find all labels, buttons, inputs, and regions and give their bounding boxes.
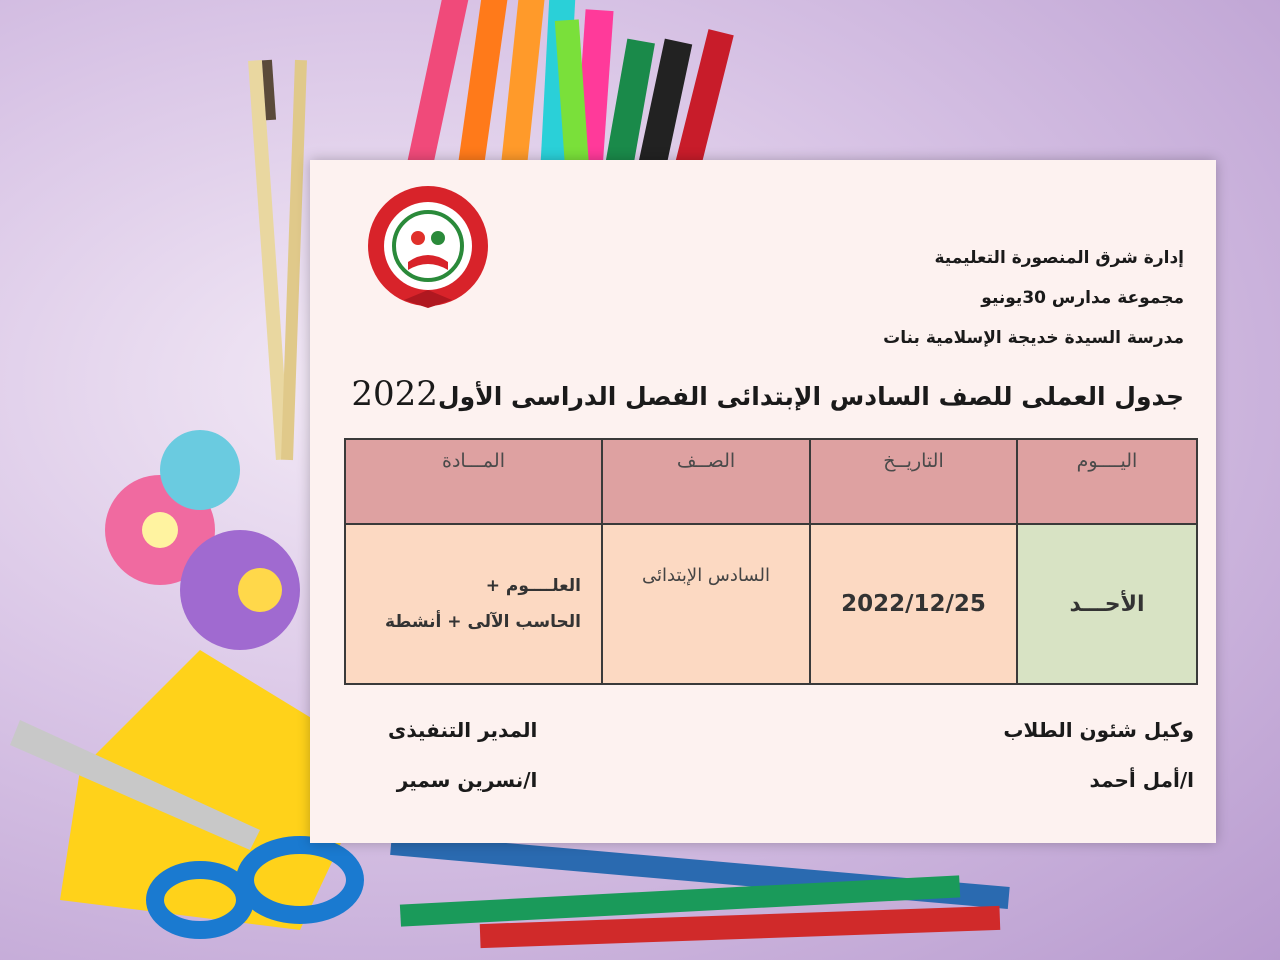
school-group-name: مجموعة مدارس 30يونيو [981, 288, 1184, 308]
header-day: اليــــوم [1017, 439, 1197, 524]
date-cell: 2022/12/25 [810, 524, 1017, 684]
subject-line-2: الحاسب الآلى + أنشطة [384, 612, 581, 632]
schedule-card [310, 160, 1216, 843]
school-logo [364, 182, 492, 310]
signature-right-name: ا/أمل أحمد [1089, 768, 1194, 792]
title-text: جدول العملى للصف السادس الإبتدائى الفصل الدراسى الأول [437, 382, 1184, 411]
subject-line-1: العلــــوم + [485, 576, 581, 596]
page-title [351, 374, 1184, 414]
table-header-row [345, 439, 1197, 524]
pencils-illustration [390, 833, 1010, 948]
signature-left-name: ا/نسرين سمير [396, 768, 538, 792]
day-cell: الأحـــد [1017, 524, 1197, 684]
signature-right [1003, 705, 1194, 805]
schedule-table [344, 438, 1198, 685]
title-year: 2022 [351, 374, 438, 414]
flowers-illustration [105, 430, 300, 650]
header-date: التاريــخ [810, 439, 1017, 524]
table-row [345, 524, 1197, 684]
class-cell: السادس الإبتدائى [602, 524, 810, 684]
markers-illustration [404, 0, 733, 181]
signature-left-title: المدير التنفيذى [388, 718, 538, 742]
signature-left [388, 705, 537, 805]
school-header [883, 238, 1184, 358]
header-subject: المـــادة [345, 439, 602, 524]
header-class: الصــف [602, 439, 810, 524]
signature-right-title: وكيل شئون الطلاب [1003, 718, 1194, 742]
administration-name: إدارة شرق المنصورة التعليمية [934, 248, 1184, 268]
school-name: مدرسة السيدة خديجة الإسلامية بنات [883, 328, 1184, 348]
paintbrushes [248, 60, 307, 460]
subject-cell [345, 524, 602, 684]
